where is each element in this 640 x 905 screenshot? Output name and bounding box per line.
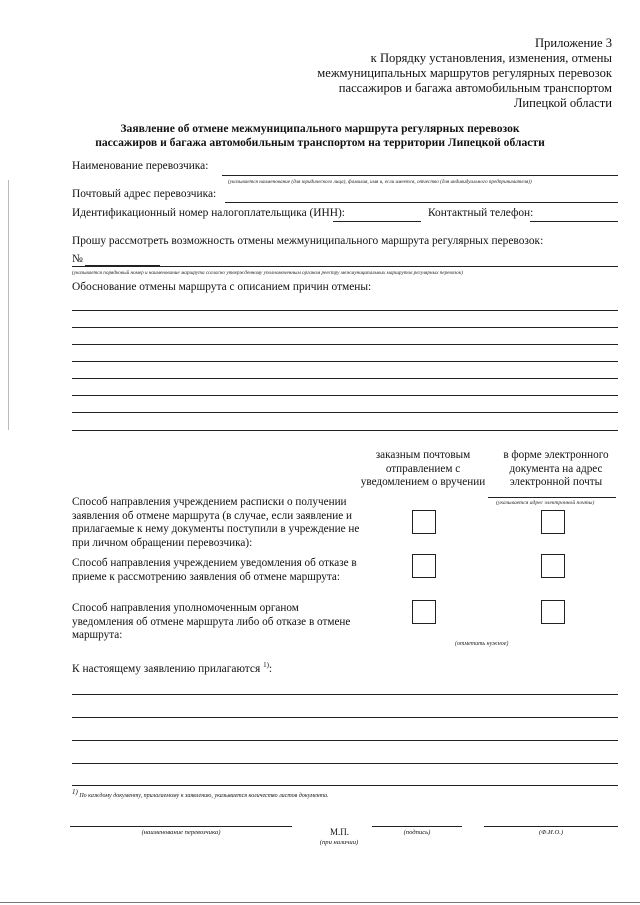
email-hint: (указывается адрес электронной почты) — [496, 500, 595, 506]
attachment-line[interactable] — [72, 740, 618, 741]
checkbox-receipt-mail[interactable] — [412, 510, 436, 534]
document-title — [0, 122, 640, 150]
title-line-1: Заявление об отмене межмуниципального маршрута регулярных перевозок — [120, 122, 520, 135]
justification-label: Обоснование отмены маршрута с описанием причин отмены: — [72, 281, 372, 293]
method-notification: Способ направления уполномоченным органом уведомления об отмене маршрута либо об отказе в отмене маршрута: — [72, 602, 351, 641]
request-text: Прошу рассмотреть возможность отмены межмуниципального маршрута регулярных перевозок: — [72, 235, 544, 247]
page-edge-line — [8, 180, 9, 430]
appendix-block — [272, 36, 612, 111]
footnote-text: По каждому документу, прилагаемому к заявлению, указывается количество листов документа. — [79, 793, 329, 799]
attachments-label: К настоящему заявлению прилагаются $^{1)}$: — [72, 661, 273, 675]
carrier-caption: (наименование перевозчика) — [141, 829, 221, 836]
title-line-2: пассажиров и багажа автомобильным транспортом на территории Липецкой области — [95, 136, 545, 149]
justification-line[interactable] — [72, 327, 618, 328]
checkbox-notification-mail[interactable] — [412, 600, 436, 624]
justification-line[interactable] — [72, 344, 618, 345]
postal-address-label: Почтовый адрес перевозчика: — [72, 188, 217, 200]
checkbox-receipt-email[interactable] — [541, 510, 565, 534]
fio-line[interactable] — [484, 826, 618, 827]
appendix-line: пассажиров и багажа автомобильным транспортом — [338, 81, 612, 95]
signature-line[interactable] — [372, 826, 462, 827]
method-refusal: Способ направления учреждением уведомления об отказе в приеме к рассмотрению заявления об отмене маршрута: — [72, 557, 357, 583]
justification-line[interactable] — [72, 430, 618, 431]
attachments-label-text: К настоящему заявлению прилагаются — [72, 662, 261, 675]
justification-line[interactable] — [72, 361, 618, 362]
carrier-signature-line[interactable] — [70, 826, 292, 827]
appendix-line: к Порядку установления, изменения, отмены — [370, 51, 612, 65]
justification-line[interactable] — [72, 310, 618, 311]
attachment-line[interactable] — [72, 785, 618, 786]
checkbox-refusal-email[interactable] — [541, 554, 565, 578]
mark-hint: (отметить нужное) — [455, 641, 509, 647]
phone-field[interactable] — [530, 221, 618, 222]
page-bottom-edge — [0, 902, 640, 903]
postal-address-field[interactable] — [225, 202, 618, 203]
justification-line[interactable] — [72, 395, 618, 396]
footnote — [72, 788, 329, 799]
appendix-line: Приложение 3 — [534, 36, 612, 50]
method-receipt: Способ направления учреждением расписки о получении заявления об отмене маршрута (в случае, если заявление и прилагаемые к нему документы поступили в учреждение не при личном обращении перевозчика): — [72, 496, 360, 549]
checkbox-notification-email[interactable] — [541, 600, 565, 624]
footnote-number: 1) — [72, 788, 78, 796]
attachment-line[interactable] — [72, 763, 618, 764]
attachment-line[interactable] — [72, 717, 618, 718]
appendix-line: межмуниципальных маршрутов регулярных перевозок — [317, 66, 612, 80]
inn-label: Идентификационный номер налогоплательщика (ИНН): — [72, 207, 345, 219]
phone-label: Контактный телефон: — [428, 207, 534, 219]
inn-field[interactable] — [333, 221, 421, 222]
checkbox-refusal-mail[interactable] — [412, 554, 436, 578]
appendix-line: Липецкой области — [513, 96, 612, 110]
justification-line[interactable] — [72, 412, 618, 413]
carrier-name-hint: (указывается наименование (для юридического лица), фамилия, имя и, если имеется, отчество (для индивидуального предпринимателя)) — [228, 179, 532, 185]
footnote-mark: 1) — [263, 661, 269, 669]
signature-caption: (подпись) — [403, 829, 431, 836]
email-address-field[interactable] — [488, 497, 616, 498]
route-hint: (указывается порядковый номер и наименование маршрута согласно утвержденному уполномоченным органом реестру межмуниципальных маршрутов регулярных перевозок) — [72, 270, 463, 276]
carrier-name-label: Наименование перевозчика: — [72, 160, 209, 172]
column-mail-header: заказным почтовым отправлением с уведомлением о вручении — [360, 449, 486, 488]
mp-label: М.П. — [330, 827, 350, 837]
number-sign: № — [72, 253, 83, 265]
route-name-field[interactable] — [72, 266, 618, 267]
mp-note: (при наличии) — [319, 839, 359, 846]
column-email-header: в форме электронного документа на адрес электронной почты — [503, 449, 609, 488]
attachment-line[interactable] — [72, 694, 618, 695]
fio-caption: (Ф.И.О.) — [538, 829, 564, 836]
carrier-name-field[interactable] — [222, 175, 618, 176]
justification-line[interactable] — [72, 378, 618, 379]
